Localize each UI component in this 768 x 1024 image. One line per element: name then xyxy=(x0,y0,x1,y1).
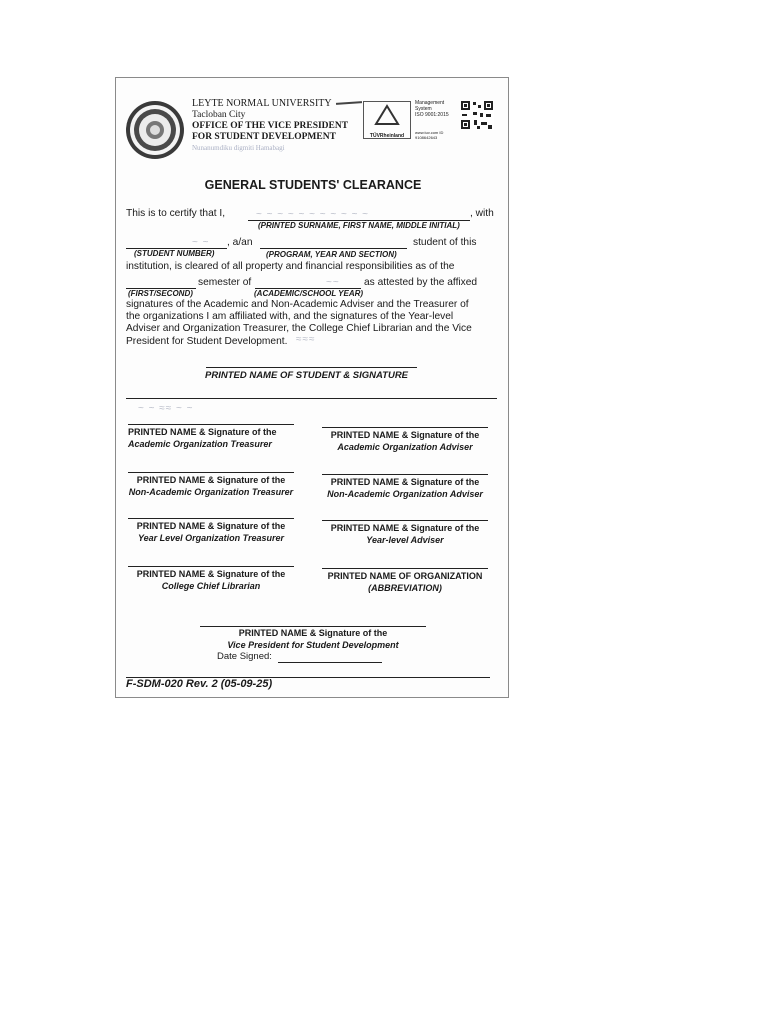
sig-line-nonacademic-treasurer[interactable] xyxy=(128,472,294,473)
university-seal xyxy=(125,100,185,160)
label-academic-year: (ACADEMIC/SCHOOL YEAR) xyxy=(254,289,364,298)
sig-line2-librarian: College Chief Librarian xyxy=(161,581,261,591)
clearance-form-sheet xyxy=(115,77,509,698)
sig-line1-yearlevel-adviser: PRINTED NAME & Signature of the xyxy=(330,523,480,533)
student-signature-field[interactable] xyxy=(206,367,417,368)
sig-line1-academic-adviser: PRINTED NAME & Signature of the xyxy=(330,430,480,440)
form-title: GENERAL STUDENTS' CLEARANCE xyxy=(204,178,422,192)
sig-line-academic-treasurer[interactable] xyxy=(128,424,294,425)
vp-line2: Vice President for Student Development xyxy=(227,640,399,650)
qr-code xyxy=(460,100,494,130)
student-name-redacted: ~ ~ ~ ~ ~ ~ ~ ~ ~ ~ ~ xyxy=(256,209,370,220)
sig-line2-nonacademic-adviser: Non-Academic Organization Adviser xyxy=(327,489,483,499)
university-name: LEYTE NORMAL UNIVERSITY xyxy=(192,98,332,109)
mgmt-system-2: System xyxy=(415,106,432,112)
mgmt-system-3: ISO 9001:2015 xyxy=(415,112,449,118)
label-semester: (FIRST/SECOND) xyxy=(128,289,193,298)
vp-line1: PRINTED NAME & Signature of the xyxy=(238,628,388,638)
sig-line2-academic-adviser: Academic Organization Adviser xyxy=(337,442,473,452)
office-subtitle: Nunanumdiku digmiti Hamabagi xyxy=(192,144,285,152)
student-of-this: student of this xyxy=(413,237,477,248)
university-city: Tacloban City xyxy=(192,110,246,120)
tuv-triangle-icon xyxy=(364,102,410,128)
sig-line-librarian[interactable] xyxy=(128,566,294,567)
sig-line-academic-adviser[interactable] xyxy=(322,427,488,428)
office-title-line2: FOR STUDENT DEVELOPMENT xyxy=(192,132,336,142)
sig-line-yearlevel-treasurer[interactable] xyxy=(128,518,294,519)
program-field[interactable] xyxy=(260,248,407,249)
sig-line2-yearlevel-treasurer: Year Level Organization Treasurer xyxy=(137,533,285,543)
signature-scribble-2: ~ ~ ≈≈ ~ ~ xyxy=(138,403,194,414)
form-code: F-SDM-020 Rev. 2 (05-09-25) xyxy=(126,678,273,690)
signature-scribble-1: ≈≈≈ xyxy=(296,334,316,345)
sig-line2-organization: (ABBREVIATION) xyxy=(368,583,442,593)
tuv-certification-mark xyxy=(363,101,411,139)
para-line-2: the organizations I am affiliated with, and the signatures of the Year-level xyxy=(126,311,454,322)
student-signature-label: PRINTED NAME OF STUDENT & SIGNATURE xyxy=(205,370,409,381)
student-number-redacted: ~ ~ xyxy=(192,237,210,248)
semester-of: semester of xyxy=(198,277,252,288)
sig-line-vice-president[interactable] xyxy=(200,626,426,627)
certify-suffix: , with xyxy=(470,208,494,219)
label-student-number: (STUDENT NUMBER) xyxy=(134,249,215,258)
cert-id: www.tuv.com ID 9108642643 xyxy=(415,130,444,140)
office-title-line1: OFFICE OF THE VICE PRESIDENT xyxy=(192,121,349,131)
sig-line1-nonacademic-adviser: PRINTED NAME & Signature of the xyxy=(330,477,480,487)
certify-prefix: This is to certify that I, xyxy=(126,208,226,219)
label-program: (PROGRAM, YEAR AND SECTION) xyxy=(266,250,397,259)
sig-line-organization[interactable] xyxy=(322,568,488,569)
sig-line1-yearlevel-treasurer: PRINTED NAME & Signature of the xyxy=(136,521,286,531)
section-divider xyxy=(126,398,497,399)
date-signed-label: Date Signed: xyxy=(217,651,272,662)
sig-line1-organization: PRINTED NAME OF ORGANIZATION xyxy=(327,571,483,581)
attested-text: as attested by the affixed xyxy=(364,277,478,288)
sig-line2-nonacademic-treasurer: Non-Academic Organization Treasurer xyxy=(128,487,294,497)
tuv-label: TÜVRheinland xyxy=(369,133,405,139)
sig-line1-academic-treasurer: PRINTED NAME & Signature of the xyxy=(128,427,277,437)
sig-line1-librarian: PRINTED NAME & Signature of the xyxy=(136,569,286,579)
label-name: (PRINTED SURNAME, FIRST NAME, MIDDLE INITIAL) xyxy=(258,221,460,230)
sig-line1-nonacademic-treasurer: PRINTED NAME & Signature of the xyxy=(136,475,286,485)
para-line-4: President for Student Development. xyxy=(126,336,288,347)
para-line-3: Adviser and Organization Treasurer, the College Chief Librarian and the Vice xyxy=(126,323,472,334)
sig-line-yearlevel-adviser[interactable] xyxy=(322,520,488,521)
date-signed-field[interactable] xyxy=(278,662,382,663)
aan-text: , a/an xyxy=(227,237,253,248)
mgmt-system-1: Management xyxy=(415,100,445,106)
cleared-line: institution, is cleared of all property and financial responsibilities as of the xyxy=(126,261,455,272)
sig-line2-academic-treasurer: Academic Organization Treasurer xyxy=(128,439,272,449)
para-line-1: signatures of the Academic and Non-Academic Adviser and the Treasurer of xyxy=(126,299,469,310)
sig-line2-yearlevel-adviser: Year-level Adviser xyxy=(366,535,444,545)
top-scribble xyxy=(336,101,362,105)
sig-line-nonacademic-adviser[interactable] xyxy=(322,474,488,475)
academic-year-redacted: ~~ xyxy=(326,277,340,288)
